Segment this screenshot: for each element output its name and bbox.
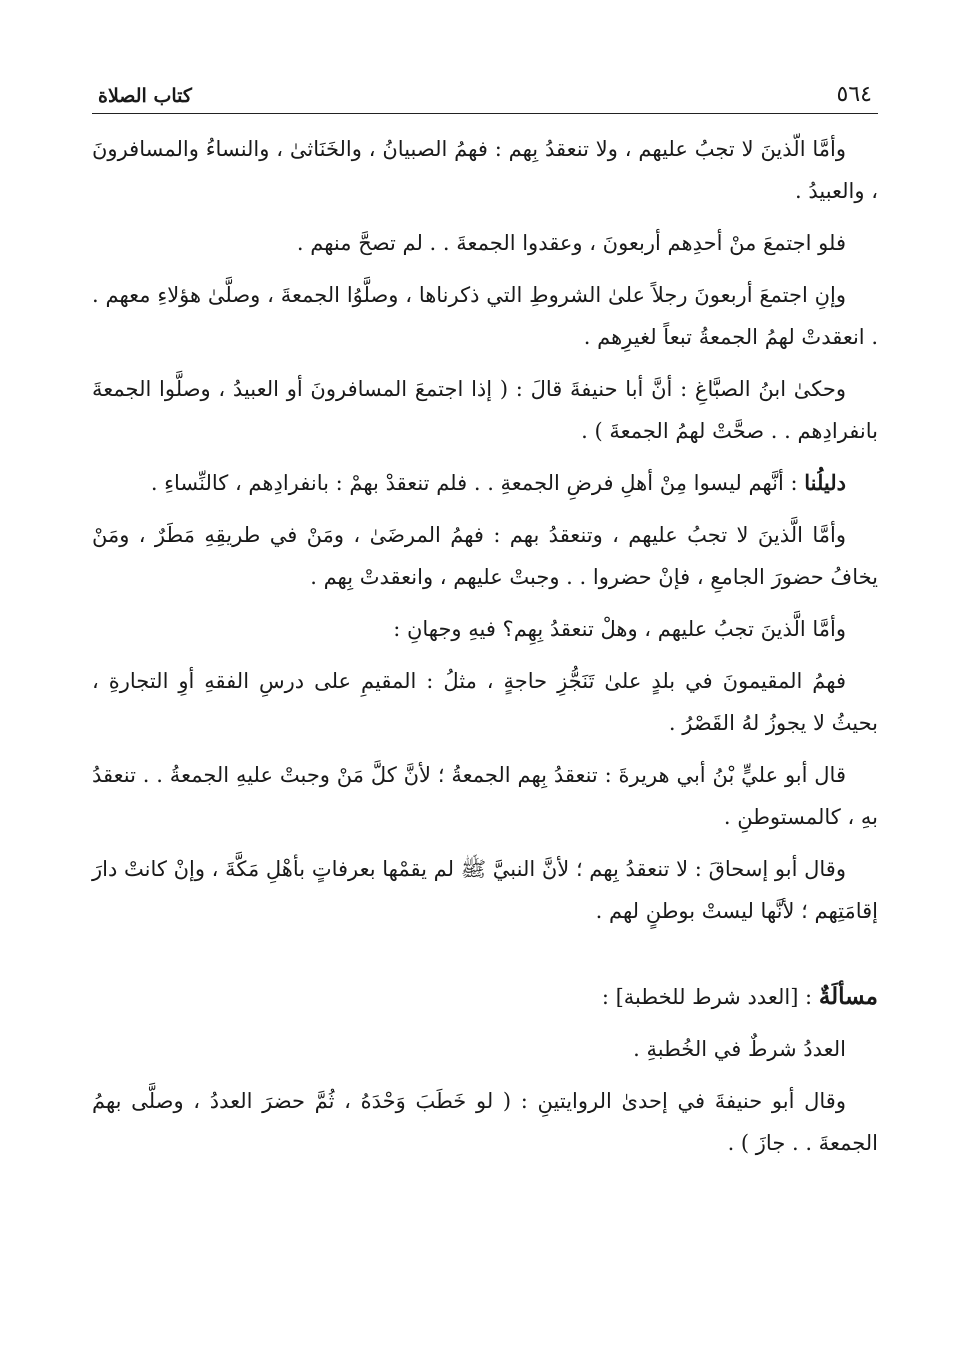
paragraph: وأمَّا الَّذينَ لا تجبُ عليهم ، وتنعقدُ بهم : فهمُ المرضَىٰ ، ومَنْ في طريقِهِ مَطَرٌ ، ومَنْ يخافُ حضورَ الجامعِ ، فإنْ حضروا . . وجبتْ عليهم ، وانعقدتْ بِهم . (92, 523, 878, 589)
paragraph: فلو اجتمعَ منْ أحدِهم أربعونَ ، وعقدوا الجمعةَ . . لم تصحَّ منهم . (296, 231, 846, 255)
book-title: كتاب الصلاة (98, 85, 192, 107)
paragraph: العددُ شرطٌ في الخُطبةِ . (633, 1037, 846, 1061)
paragraph: وحكىٰ ابنُ الصبَّاغِ : أنَّ أبا حنيفةَ قالَ : ( إذا اجتمعَ المسافرونَ أو العبيدُ ، وصلَّوا الجمعةَ بانفرادِهم . . صحَّتْ لهمُ الجمعةَ ) . (92, 377, 878, 443)
issue-heading (92, 976, 878, 1018)
paragraph: وإنِ اجتمعَ أربعونَ رجلاً علىٰ الشروطِ التي ذكرناها ، وصلَّوُا الجمعةَ ، وصلَّىٰ هؤلاءِ معهم . . انعقدتْ لهمُ الجمعةُ تبعاً لغيرِهم . (92, 283, 878, 349)
section-gap (92, 942, 878, 976)
paragraph: قال أبو عليٍّ بْنُ أبي هريرةَ : تنعقدُ بِهم الجمعةُ ؛ لأنَّ كلَّ مَنْ وجبتْ عليهِ الجمعةُ . . تنعقدُ بهِ ، كالمستوطنِ . (92, 763, 878, 829)
issue-lead: مسألَةٌ (818, 983, 878, 1010)
paragraph-evidence: دليلُنا : أنَّهم ليسوا مِنْ أهلِ فرضِ الجمعةِ . . فلم تنعقدْ بهمْ : بانفرادِهم ، كالنِّساءِ . (150, 470, 846, 495)
paragraph: وقال أبو حنيفةَ في إحدىٰ الروايتينِ : ( لو خَطَبَ وَحْدَهُ ، ثُمَّ حضرَ العددُ ، وصلَّى بهمُ الجمعةَ . . جازَ ) . (92, 1089, 878, 1155)
book-page (92, 70, 878, 1174)
issue-title: : [العدد شرط للخطبة] : (601, 985, 819, 1009)
paragraph: وأمَّا الّذينَ لا تجبُ عليهم ، ولا تنعقدُ بِهم : فهمُ الصبيانُ ، والخَنَاثىٰ ، والنساءُ والمسافرونَ ، والعبيدُ . (92, 137, 878, 203)
page-header (92, 70, 878, 114)
paragraph: فهمُ المقيمونَ في بلدٍ علىٰ تَنَجُّزِ حاجةٍ ، مثلُ : المقيمِ على درسِ الفقهِ أوِ التجارةِ ، بحيثُ لا يجوزُ لهُ القَصْرُ . (92, 669, 878, 735)
paragraph: وأمَّا الَّذينَ تجبُ عليهم ، وهلْ تنعقدُ بِهِم؟ فيهِ وجهانِ : (393, 617, 846, 641)
page-number: ٥٦٤ (836, 82, 872, 107)
paragraph: وقال أبو إسحاقَ : لا تنعقدُ بِهم ؛ لأنَّ النبيَّ ﷺ لم يقمْها بعرفاتٍ بأهْلِ مَكَّةَ ، وإنْ كانتْ دارَ إقامَتِهم ؛ لأنَّها ليستْ بوطنٍ لهم . (92, 857, 878, 923)
page-body (92, 128, 878, 1164)
evidence-lead: دليلُنا (804, 470, 846, 495)
